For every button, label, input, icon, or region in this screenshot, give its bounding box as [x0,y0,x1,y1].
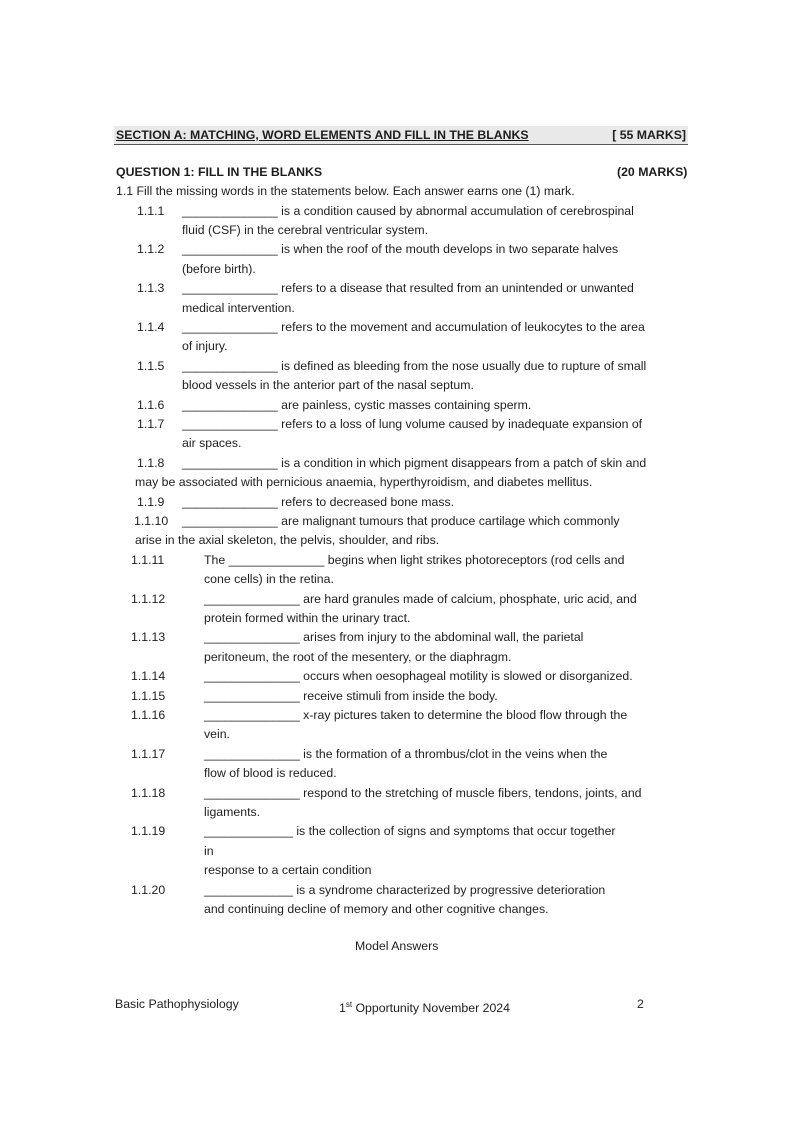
item-number: 1.1.2 [137,242,165,257]
item-statement: ______________ is the formation of a thrombus/clot in the veins when the [204,746,608,761]
item-statement-continued: fluid (CSF) in the cerebral ventricular system. [182,222,429,237]
footer-page-number: 2 [637,997,644,1011]
item-statement-continued: air spaces. [182,436,242,451]
section-title: SECTION A: MATCHING, WORD ELEMENTS AND FILL IN THE BLANKS [116,128,529,142]
item-number: 1.1.17 [131,746,166,761]
item-number: 1.1.1 [137,203,165,218]
item-statement: ______________ refers to the movement and accumulation of leukocytes to the area [182,319,645,334]
item-statement: ______________ respond to the stretching of muscle fibers, tendons, joints, and [204,785,642,800]
footer-ordinal-suffix: st [345,1000,353,1009]
item-number: 1.1.6 [137,397,165,412]
item-number: 1.1.12 [131,591,166,606]
item-statement: ______________ are malignant tumours that produce cartilage which commonly [182,513,620,528]
section-header [114,126,688,145]
item-statement-continued: medical intervention. [182,300,295,315]
item-statement: ______________ are painless, cystic masses containing sperm. [182,397,532,412]
item-statement-continued: may be associated with pernicious anaemia, hyperthyroidism, and diabetes mellitus. [135,475,593,490]
section-marks: [ 55 MARKS] [612,128,686,142]
item-statement-continued: (before birth). [182,261,256,276]
question-marks: (20 MARKS) [617,165,688,179]
item-number: 1.1.18 [131,785,166,800]
item-statement-continued: protein formed within the urinary tract. [204,610,411,625]
item-statement: ______________ is a condition in which pigment disappears from a patch of skin and [182,455,647,470]
item-statement-continued: in [204,843,214,858]
item-number: 1.1.15 [131,688,166,703]
item-number: 1.1.5 [137,358,165,373]
item-statement-continued: flow of blood is reduced. [204,766,337,781]
item-statement-continued: blood vessels in the anterior part of the nasal septum. [182,378,474,393]
item-statement-continued: cone cells) in the retina. [204,572,334,587]
item-number: 1.1.19 [131,824,166,839]
item-number: 1.1.11 [131,552,165,567]
item-statement: _____________ is the collection of signs and symptoms that occur together [204,824,616,839]
item-statement-continued: ligaments. [204,804,261,819]
item-statement: _____________ is a syndrome characterized by progressive deterioration [204,882,606,897]
model-answers-label: Model Answers [355,939,439,953]
item-statement: ______________ is a condition caused by abnormal accumulation of cerebrospinal [182,203,634,218]
item-number: 1.1.13 [131,630,166,645]
item-statement-continued: response to a certain condition [204,863,372,878]
item-statement: ______________ x-ray pictures taken to determine the blood flow through the [204,707,628,722]
item-number: 1.1.16 [131,707,166,722]
item-number: 1.1.3 [137,281,165,296]
item-statement: ______________ are hard granules made of calcium, phosphate, uric acid, and [204,591,637,606]
item-number: 1.1.7 [137,416,165,431]
item-statement: ______________ is when the roof of the mouth develops in two separate halves [182,242,619,257]
item-number: 1.1.8 [137,455,165,470]
item-number: 1.1.20 [131,882,166,897]
item-statement: ______________ arises from injury to the abdominal wall, the parietal [204,630,584,645]
question-title: QUESTION 1: FILL IN THE BLANKS [116,165,323,179]
item-statement: ______________ is defined as bleeding from the nose usually due to rupture of small [182,358,647,373]
item-statement: ______________ occurs when oesophageal motility is slowed or disorganized. [204,669,633,684]
item-statement: The ______________ begins when light strikes photoreceptors (rod cells and [204,552,625,567]
footer-course: Basic Pathophysiology [115,997,239,1011]
item-number: 1.1.10 [134,513,169,528]
item-statement: ______________ receive stimuli from inside the body. [204,688,498,703]
footer-opportunity [339,995,510,1019]
item-statement-continued: of injury. [182,339,228,354]
footer-ordinal: 1 [339,1001,346,1016]
item-statement: ______________ refers to decreased bone mass. [182,494,455,509]
item-statement-continued: and continuing decline of memory and other cognitive changes. [204,901,549,916]
footer-opportunity-text: Opportunity November 2024 [352,1001,510,1016]
question-instruction: 1.1 Fill the missing words in the statements below. Each answer earns one (1) mark. [116,184,575,198]
item-statement-continued: peritoneum, the root of the mesentery, or the diaphragm. [204,649,512,664]
item-number: 1.1.4 [137,319,165,334]
item-statement: ______________ refers to a disease that resulted from an unintended or unwanted [182,281,634,296]
item-number: 1.1.9 [137,494,165,509]
item-number: 1.1.14 [131,669,166,684]
item-statement: ______________ refers to a loss of lung volume caused by inadequate expansion of [182,416,643,431]
item-statement-continued: arise in the axial skeleton, the pelvis, shoulder, and ribs. [135,533,440,548]
item-statement-continued: vein. [204,727,230,742]
